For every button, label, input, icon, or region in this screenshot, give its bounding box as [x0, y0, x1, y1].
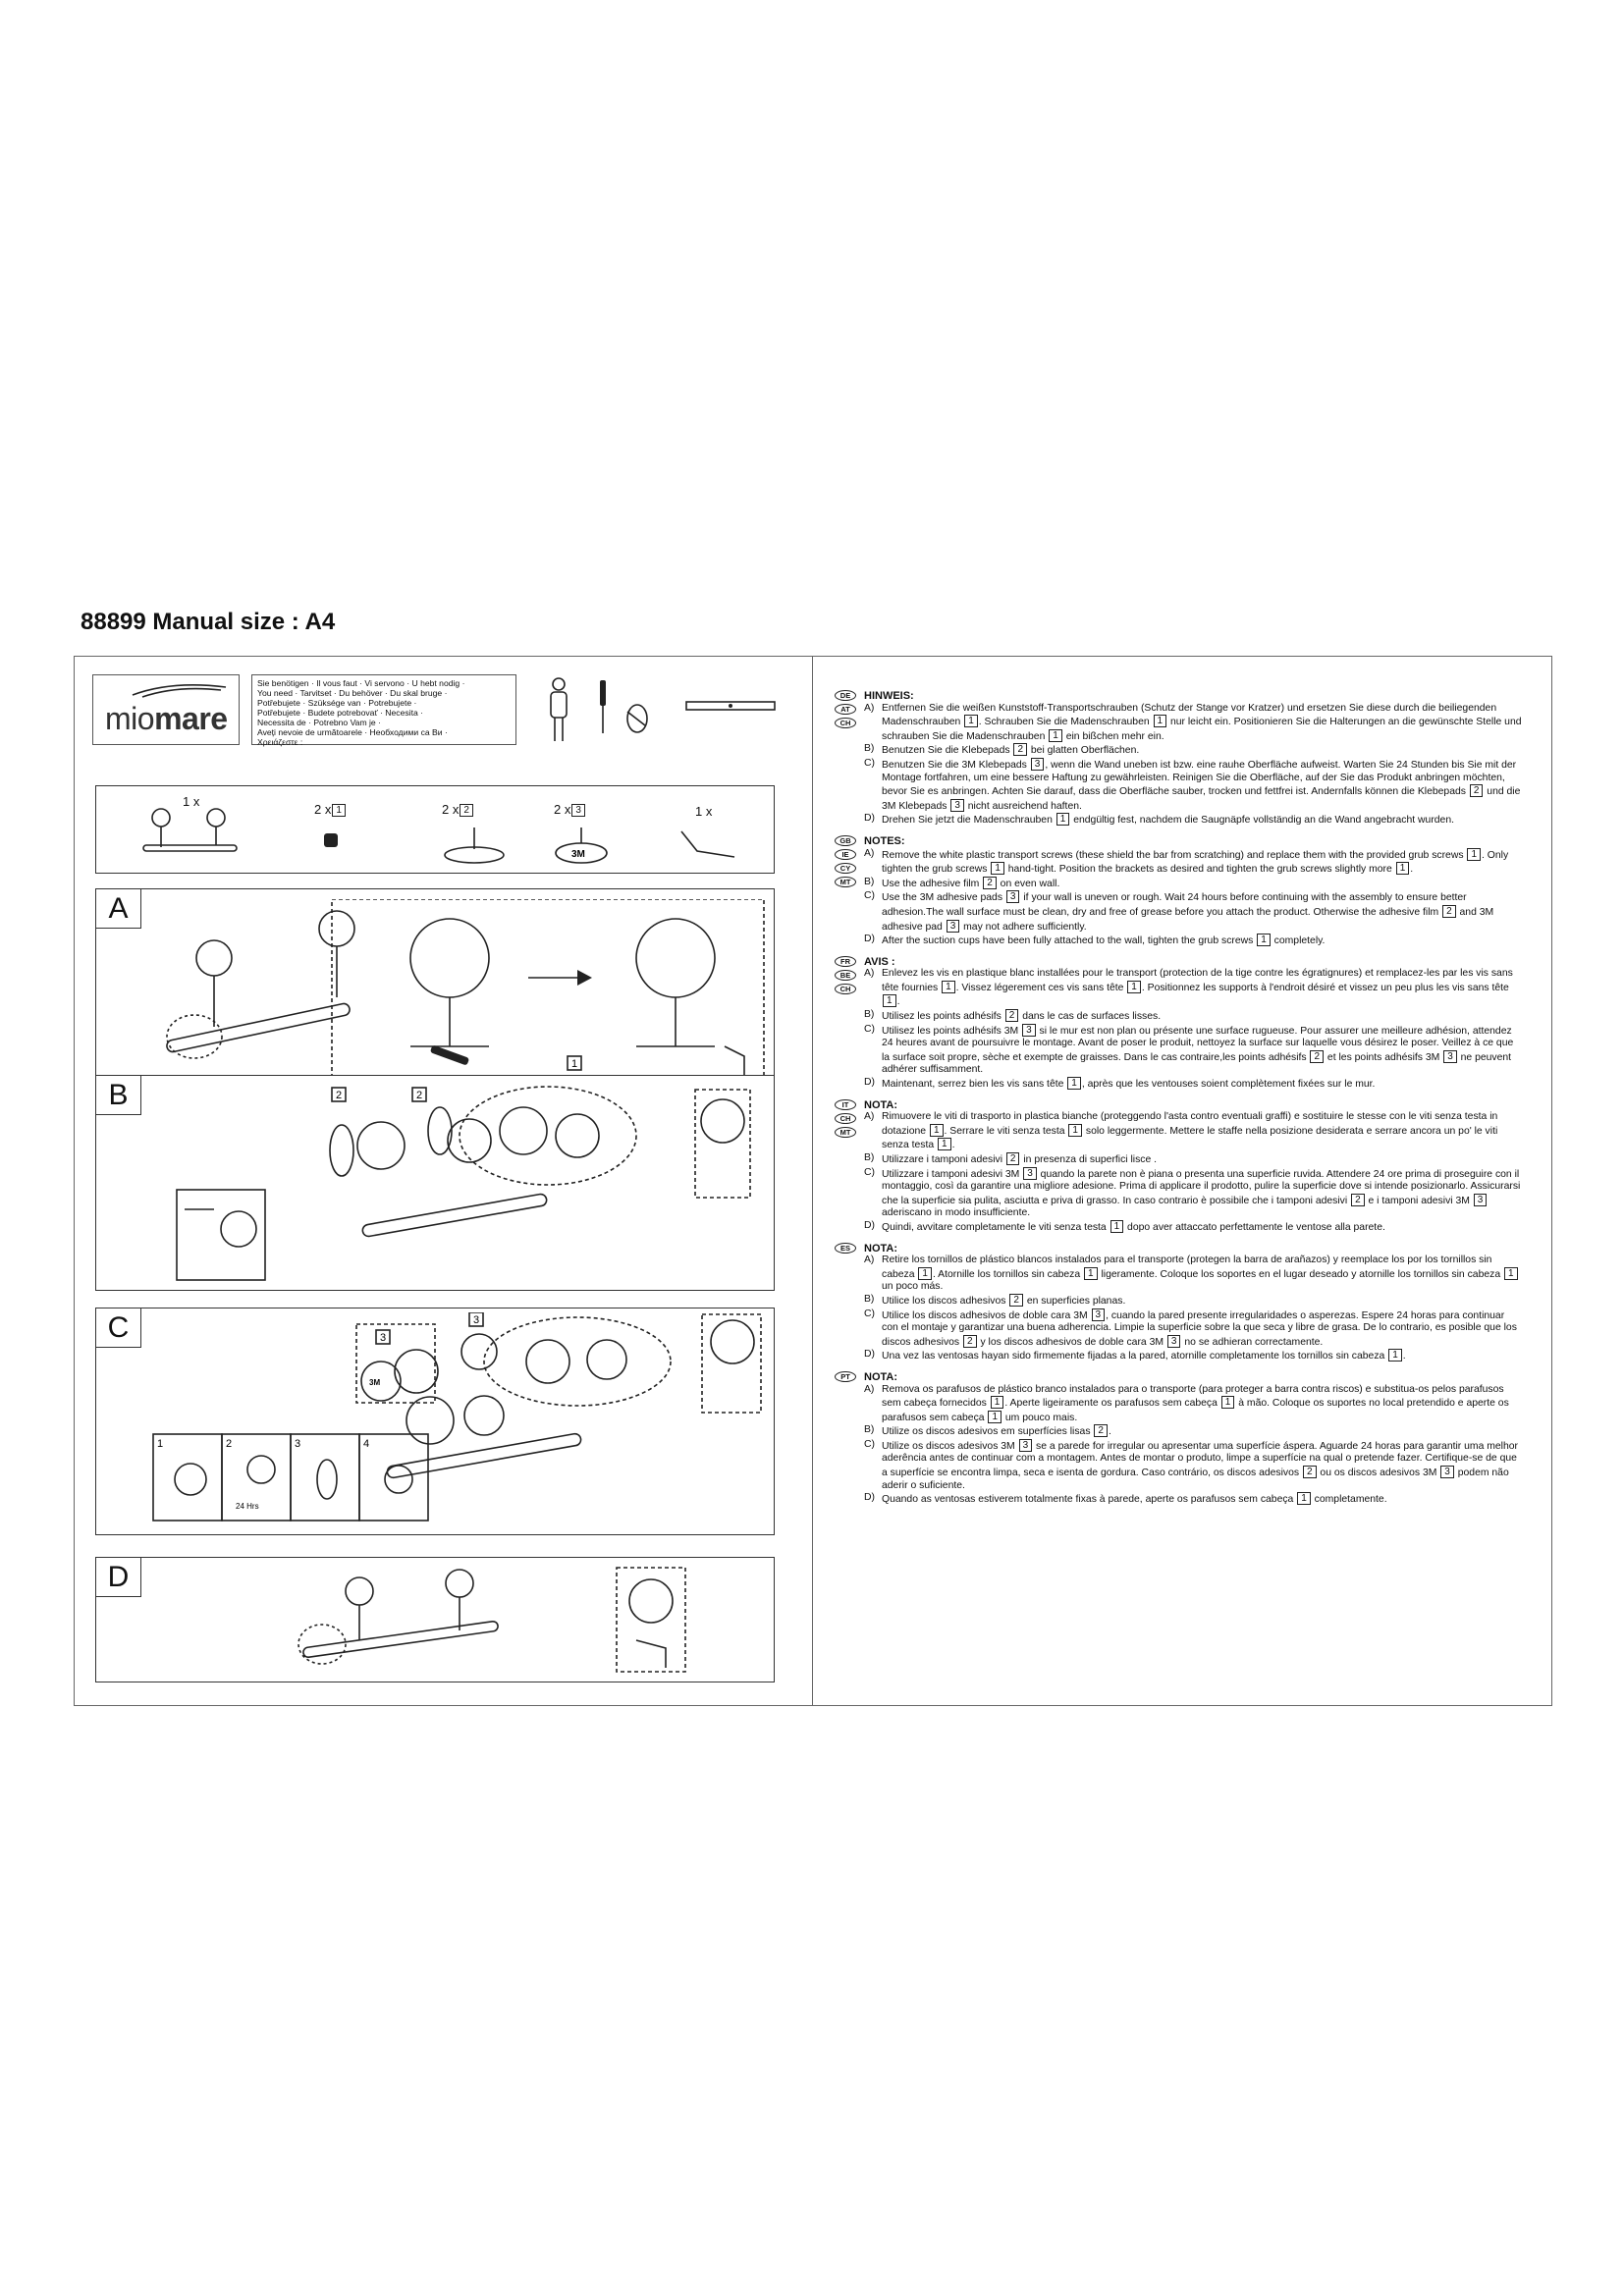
step-a-illustration: [145, 899, 774, 1091]
step-letter: B: [96, 1076, 141, 1115]
towel-bar-icon: [135, 806, 253, 871]
section-heading: AVIS :: [864, 955, 895, 968]
item-text: Remove the white plastic transport screws (these shield the bar from scratching) and replace them with the provided grub screws 1 . Only tighten the grub screws 1 hand-tight. Position the brackets as desired and tighten the grub screws slightly more 1 .: [882, 848, 1509, 876]
item-letter: D): [864, 813, 875, 825]
instruction-item: [864, 703, 1522, 744]
logo-text-a: mio: [105, 701, 155, 736]
instruction-item: [864, 1384, 1522, 1425]
part-number-ref: 1: [1068, 1124, 1082, 1137]
country-code-badge: IE: [835, 849, 856, 860]
country-code-badge: ES: [835, 1243, 856, 1254]
callout-number: 2: [336, 1090, 343, 1101]
you-need-line: Necessita de · Potrebno Vam je ·: [257, 718, 381, 727]
part-qty: [442, 802, 474, 817]
you-need-line: Aveți nevoie de următoarele · Необходими са Ви ·: [257, 727, 448, 737]
item-text: Utilizzare i tamponi adesivi 3M 3 quando la parete non è piana o presenta una superficie ruvida. Attendere 24 ore prima di proseguire con il montaggio, così da garantire una migliore adesione. Prima di applicare il prodotto, pulire la superficie dove si intende posizionarlo. Assicurarsi che la superficie sia pulita, asciutta e priva di grasso. In caso contrario è possibile che i tamponi adesivi 2 e i tamponi adesivi 3M 3 aderiscano in modo insufficiente.: [882, 1167, 1521, 1219]
part-number-ref: 1: [1396, 862, 1410, 875]
part-number-ref: 2: [1006, 1152, 1020, 1165]
instruction-section: [835, 1371, 1522, 1507]
country-code-badge: MT: [835, 1127, 856, 1138]
item-letter: C): [864, 1308, 875, 1319]
instruction-item: [864, 1349, 1522, 1363]
country-flags: [835, 690, 856, 731]
adhesive-pad-3m-icon: [542, 826, 621, 869]
hours-label: 24 Hrs: [236, 1502, 259, 1511]
country-code-badge: IT: [835, 1099, 856, 1110]
item-letter: C): [864, 1023, 875, 1035]
item-text: Una vez las ventosas hayan sido firmemente fijadas a la pared, atornille completamente los tornillos sin cabeza 1 .: [882, 1350, 1406, 1362]
country-code-badge: CY: [835, 863, 856, 874]
country-code-badge: AT: [835, 704, 856, 715]
item-text: Utilisez les points adhésifs 2 dans le cas de surfaces lisses.: [882, 1010, 1162, 1023]
item-text: Utilize os discos adesivos 3M 3 se a parede for irregular ou apresentar uma superfície áspera. Aguarde 24 horas para garantir uma melhor aderência antes de continuar com a montagem. Antes de montar o produto, limpe a superfície na qual o pretende fazer. Certifique-se de que a superfície se encontra limpa, seca e isenta de gordura. Caso contrário, os discos adesivos 2 ou os discos adesivos 3M 3 podem não aderir o suficiente.: [882, 1439, 1519, 1491]
part-number-ref: 3: [1019, 1439, 1033, 1452]
instruction-item: [864, 1492, 1522, 1507]
adhesive-label: 3M: [369, 1378, 381, 1387]
item-letter: B): [864, 1152, 875, 1163]
item-text: Utilice los discos adhesivos de doble cara 3M 3 , cuando la pared presente irregularidades o asperezas. Espere 24 horas para continuar con el montaje y garantizar una buena adherencia. Limpie la superficie sobre la que seca y libre de grasa. De lo contrario, es posible que los discos adhesivos 2 y los discos adhesivos de doble cara 3M 3 no se adhieran correctamente.: [882, 1308, 1517, 1348]
section-heading: NOTA:: [864, 1370, 898, 1383]
logo: [92, 674, 240, 745]
part-number-ref: 1: [1388, 1349, 1402, 1362]
step-d-illustration: [145, 1562, 774, 1680]
part-qty-text: 2 x: [442, 802, 460, 817]
part-number-ref: 1: [1154, 715, 1167, 727]
item-letter: D): [864, 1492, 875, 1504]
part-number-ref: 1: [1467, 848, 1481, 861]
header-panel: [92, 669, 783, 756]
item-letter: C): [864, 757, 875, 769]
part-number-ref: 3: [1440, 1466, 1454, 1478]
bracket-detail-icon: [636, 919, 744, 1081]
part-number-ref: 1: [1221, 1396, 1235, 1409]
screwdriver-icon: [600, 680, 606, 733]
country-flags: [835, 1371, 856, 1385]
part-number: 1: [332, 804, 346, 817]
item-text: Benutzen Sie die 3M Klebepads 3 , wenn die Wand uneben ist bzw. eine rauhe Oberfläche aufweist. Warten Sie 24 Stunden bis Sie mit der Montage fortfahren, um eine bessere Haftung zu gewährleisten. Reinigen Sie die Oberfläche, auf der Sie das Produkt anbringen möchten, bevor Sie es anbringen. Achten Sie darauf, dass die Oberfläche sauber, trocken und fettfrei ist. Andernfalls können die Klebepads 2 und die 3M Klebepads 3 nicht ausreichend haften.: [882, 758, 1521, 812]
section-heading: NOTES:: [864, 834, 905, 847]
part-number: 3: [571, 804, 585, 817]
item-letter: D): [864, 1077, 875, 1089]
you-need-box: [251, 674, 516, 745]
part-number-ref: 2: [1013, 743, 1027, 756]
instruction-item: [864, 848, 1522, 877]
part-qty-text: 2 x: [554, 802, 571, 817]
instruction-item: [864, 890, 1522, 934]
part-qty-text: 2 x: [314, 802, 332, 817]
instruction-item: [864, 1009, 1522, 1024]
instruction-item: [864, 758, 1522, 813]
item-letter: B): [864, 1424, 875, 1436]
tools-illustration: [539, 674, 785, 745]
step-letter: D: [96, 1558, 141, 1597]
part-number-ref: 1: [964, 715, 978, 727]
item-letter: C): [864, 1438, 875, 1450]
instruction-item: [864, 1077, 1522, 1092]
part-number-ref: 2: [1442, 905, 1456, 918]
step-b-panel: [95, 1075, 775, 1291]
item-text: Use the 3M adhesive pads 3 if your wall is uneven or rough. Wait 24 hours before continuing with the assembly to ensure better adhesion.The wall surface must be clean, dry and free of grease before you attach the product. Otherwise the adhesive film 2 and 3M adhesive pad 3 may not adhere sufficiently.: [882, 891, 1494, 933]
part-number-ref: 1: [1067, 1077, 1081, 1090]
item-letter: D): [864, 1349, 875, 1361]
sub-steps: [153, 1434, 428, 1521]
wrench-hand-icon: [627, 705, 647, 732]
instruction-item: [864, 743, 1522, 758]
part-number-ref: 1: [1504, 1267, 1518, 1280]
country-flags: [835, 1243, 856, 1256]
part-qty: [314, 802, 347, 817]
step-c-illustration: [145, 1312, 774, 1532]
part-number-ref: 2: [1470, 784, 1484, 797]
part-number-ref: 3: [950, 799, 964, 812]
part-number-ref: 3: [1031, 758, 1045, 771]
item-text: Utilizzare i tamponi adesivi 2 in presenza di superfici lisce .: [882, 1153, 1158, 1165]
item-text: Enlevez les vis en plastique blanc installées pour le transport (protection de la tige contre les égratignures) et remplacez-les par les vis sans tête fournies 1 . Vissez légerement ces vis sans tête 1 . Positionnez les supports à l'endroit désiré et vissez un peu plus les vis sans tête 1 .: [882, 968, 1513, 1008]
part-number-ref: 1: [1049, 729, 1062, 742]
part-number-ref: 3: [1474, 1194, 1488, 1206]
instruction-item: [864, 877, 1522, 891]
part-number-ref: 1: [1110, 1220, 1124, 1233]
sub-step-number: 1: [157, 1438, 164, 1450]
column-divider: [812, 656, 813, 1706]
item-text: Maintenant, serrez bien les vis sans tête 1 , après que les ventouses soient complètement fixées sur le mur.: [882, 1078, 1376, 1091]
part-number-ref: 2: [1009, 1294, 1023, 1307]
item-text: Rimuovere le viti di trasporto in plastica bianche (proteggendo l'asta contro eventuali graffi) e sostituire le stesse con le viti senza testa in dotazione 1 . Serrare le viti senza testa 1 solo leggermente. Mettere le staffe nella posizione desiderata e serrare ancora un po' le viti senza testa 1 .: [882, 1111, 1498, 1151]
country-code-badge: GB: [835, 835, 856, 846]
instruction-item: [864, 1439, 1522, 1492]
part-number-ref: 1: [1084, 1267, 1098, 1280]
part-number-ref: 1: [988, 1411, 1001, 1423]
part-number-ref: 1: [1297, 1492, 1311, 1505]
instruction-item: [864, 934, 1522, 948]
level-icon: [686, 702, 775, 710]
item-letter: A): [864, 847, 875, 859]
item-letter: C): [864, 890, 875, 902]
instruction-section: [835, 1243, 1522, 1363]
item-text: Retire los tornillos de plástico blancos instalados para el transporte (protegen la barra de arañazos) y reemplace los por los tornillos sin cabeza 1 . Atornille los tornillos sin cabeza 1 ligeramente. Coloque los soportes en el lugar deseado y atornille los tornillos sin cabeza 1 un poco más.: [882, 1255, 1522, 1294]
part-number-ref: 1: [991, 1396, 1004, 1409]
step-letter: A: [96, 889, 141, 929]
instruction-section: [835, 1099, 1522, 1235]
country-flags: [835, 835, 856, 890]
item-letter: B): [864, 743, 875, 755]
country-code-badge: CH: [835, 718, 856, 728]
item-text: Drehen Sie jetzt die Madenschrauben 1 endgültig fest, nachdem die Saugnäpfe vollständig an die Wand angebracht wurden.: [882, 814, 1454, 827]
part-number-ref: 3: [1006, 890, 1020, 903]
adhesive-label: 3M: [571, 849, 585, 860]
callout-number: 3: [473, 1314, 480, 1326]
step-d-panel: [95, 1557, 775, 1682]
allen-key-icon: [676, 826, 744, 865]
country-flags: [835, 1099, 856, 1141]
item-text: After the suction cups have been fully attached to the wall, tighten the grub screws 1 completely.: [882, 934, 1326, 947]
you-need-line: You need · Tarvitset · Du behöver · Du skal bruge ·: [257, 688, 448, 698]
item-letter: A): [864, 1383, 875, 1395]
instruction-item: [864, 1152, 1522, 1167]
screwdriver-icon: [430, 1044, 469, 1065]
part-number-ref: 1: [883, 994, 896, 1007]
document-title: 88899 Manual size : A4: [81, 609, 336, 635]
item-letter: A): [864, 702, 875, 714]
callout-number: 3: [380, 1332, 387, 1344]
part-number-ref: 2: [983, 877, 997, 889]
part-number-ref: 2: [1351, 1194, 1365, 1206]
item-letter: B): [864, 1009, 875, 1021]
country-code-badge: DE: [835, 690, 856, 701]
country-code-badge: BE: [835, 970, 856, 981]
item-letter: A): [864, 968, 875, 980]
instruction-item: [864, 1424, 1522, 1439]
part-number-ref: 2: [1310, 1050, 1324, 1063]
person-icon: [551, 678, 567, 741]
instruction-item: [864, 1167, 1522, 1220]
item-text: Remova os parafusos de plástico branco instalados para o transporte (para proteger a barra contra riscos) e substitua-os pelos parafusos sem cabeça fornecidos 1 . Aperte ligeiramente os parafusos sem cabeça 1 à mão. Coloque os suportes no local pretendido e aperte os parafusos sem cabeça 1 um pouco mais.: [882, 1383, 1509, 1423]
callout-number: 2: [416, 1090, 423, 1101]
item-letter: D): [864, 934, 875, 945]
part-number-ref: 3: [1022, 1024, 1036, 1037]
section-heading: HINWEIS:: [864, 690, 914, 702]
country-flags: [835, 956, 856, 997]
bracket-detail-icon: [410, 919, 489, 1046]
you-need-line: Χρειάζεστε :: [257, 737, 303, 747]
part-number-ref: 1: [1056, 813, 1070, 826]
step-a-panel: [95, 888, 775, 1095]
sub-step-number: 3: [295, 1438, 301, 1450]
step-b-illustration: [145, 1082, 774, 1286]
item-letter: A): [864, 1111, 875, 1123]
instruction-item: [864, 1024, 1522, 1077]
item-letter: B): [864, 876, 875, 887]
part-qty: 1 x: [695, 804, 713, 819]
step-c-panel: [95, 1308, 775, 1535]
item-text: Use the adhesive film 2 on even wall.: [882, 877, 1060, 889]
part-number-ref: 1: [991, 862, 1004, 875]
part-number-ref: 3: [1443, 1050, 1457, 1063]
item-text: Quando as ventosas estiverem totalmente fixas à parede, aperte os parafusos sem cabeça 1 completamente.: [882, 1493, 1387, 1506]
part-number-ref: 2: [963, 1335, 977, 1348]
sub-step-number: 2: [226, 1438, 233, 1450]
grub-screw-icon: [312, 829, 352, 859]
part-number-ref: 1: [938, 1138, 951, 1150]
section-heading: NOTA:: [864, 1098, 898, 1111]
callout-number: 1: [571, 1058, 578, 1070]
part-number-ref: 1: [918, 1267, 932, 1280]
parts-panel: [95, 785, 775, 874]
logo-text: [105, 701, 228, 737]
instruction-item: [864, 1308, 1522, 1350]
item-text: Utilisez les points adhésifs 3M 3 si le mur est non plan ou présente une surface rugueuse. Pour assurer une meilleure adhésion, attendez 24 heures avant de poursuivre le montage. Avant de poser le produit, nettoyez la surface sur laquelle vous désirez le poser. Veillez à ce que la surface soit propre, sèche et exempte de graisses. Dans le cas contraire,les points adhésifs 2 et les points adhésifs 3M 3 ne peuvent adhérer suffisamment.: [882, 1024, 1514, 1076]
item-text: Benutzen Sie die Klebepads 2 bei glatten Oberflächen.: [882, 744, 1140, 757]
item-text: Entfernen Sie die weißen Kunststoff-Transportschrauben (Schutz der Stange vor Kratzer) und ersetzen Sie diese durch die beiliegenden Madenschrauben 1 . Schrauben Sie die Madenschrauben 1 nur leicht ein. Positionieren Sie die Halterungen an die gewünschte Stelle und schrauben Sie die Madenschrauben 1 ein bißchen mehr ein.: [882, 702, 1522, 742]
towel-bar-icon: [166, 911, 354, 1053]
part-number-ref: 2: [1303, 1466, 1317, 1478]
adhesive-film-icon: [430, 824, 518, 867]
step-letter: C: [96, 1308, 141, 1348]
part-qty: [554, 802, 586, 817]
part-number: 2: [460, 804, 473, 817]
part-number-ref: 3: [947, 920, 960, 933]
part-number-ref: 3: [1023, 1167, 1037, 1180]
instruction-item: [864, 813, 1522, 828]
instruction-section: [835, 690, 1522, 828]
item-letter: A): [864, 1255, 875, 1266]
country-code-badge: CH: [835, 984, 856, 994]
part-number-ref: 1: [930, 1124, 944, 1137]
instruction-section: [835, 835, 1522, 948]
instruction-section: [835, 956, 1522, 1092]
section-heading: NOTA:: [864, 1242, 898, 1255]
part-number-ref: 3: [1167, 1335, 1181, 1348]
part-qty: 1 x: [183, 794, 200, 809]
instruction-item: [864, 1220, 1522, 1235]
item-letter: D): [864, 1219, 875, 1231]
sub-step-number: 4: [363, 1438, 370, 1450]
part-number-ref: 1: [1257, 934, 1271, 946]
country-code-badge: CH: [835, 1113, 856, 1124]
instruction-item: [864, 1255, 1522, 1294]
part-number-ref: 3: [1092, 1308, 1106, 1321]
item-letter: B): [864, 1293, 875, 1305]
part-number-ref: 1: [942, 981, 955, 993]
country-code-badge: PT: [835, 1371, 856, 1382]
instruction-item: [864, 1294, 1522, 1308]
part-number-ref: 2: [1005, 1009, 1019, 1022]
instruction-item: [864, 1111, 1522, 1152]
part-number-ref: 1: [1127, 981, 1141, 993]
country-code-badge: FR: [835, 956, 856, 967]
you-need-line: Potřebujete · Szüksége van · Potrebujete ·: [257, 698, 417, 708]
item-text: Utilice los discos adhesivos 2 en superficies planas.: [882, 1294, 1126, 1307]
you-need-line: Sie benötigen · Il vous faut · Vi servono · U hebt nodig ·: [257, 678, 465, 688]
you-need-line: Potřebujete · Budete potrebovať · Necesita ·: [257, 708, 423, 718]
item-text: Utilize os discos adesivos em superfícies lisas 2 .: [882, 1425, 1111, 1438]
logo-text-b: mare: [154, 701, 228, 736]
item-letter: C): [864, 1166, 875, 1178]
instructions-column: [835, 690, 1522, 1515]
clock-icon: [247, 1456, 275, 1483]
part-number-ref: 2: [1094, 1424, 1108, 1437]
item-text: Quindi, avvitare completamente le viti senza testa 1 dopo aver attaccato perfettamente le ventose alla parete.: [882, 1220, 1385, 1233]
country-code-badge: MT: [835, 877, 856, 887]
instruction-item: [864, 968, 1522, 1009]
